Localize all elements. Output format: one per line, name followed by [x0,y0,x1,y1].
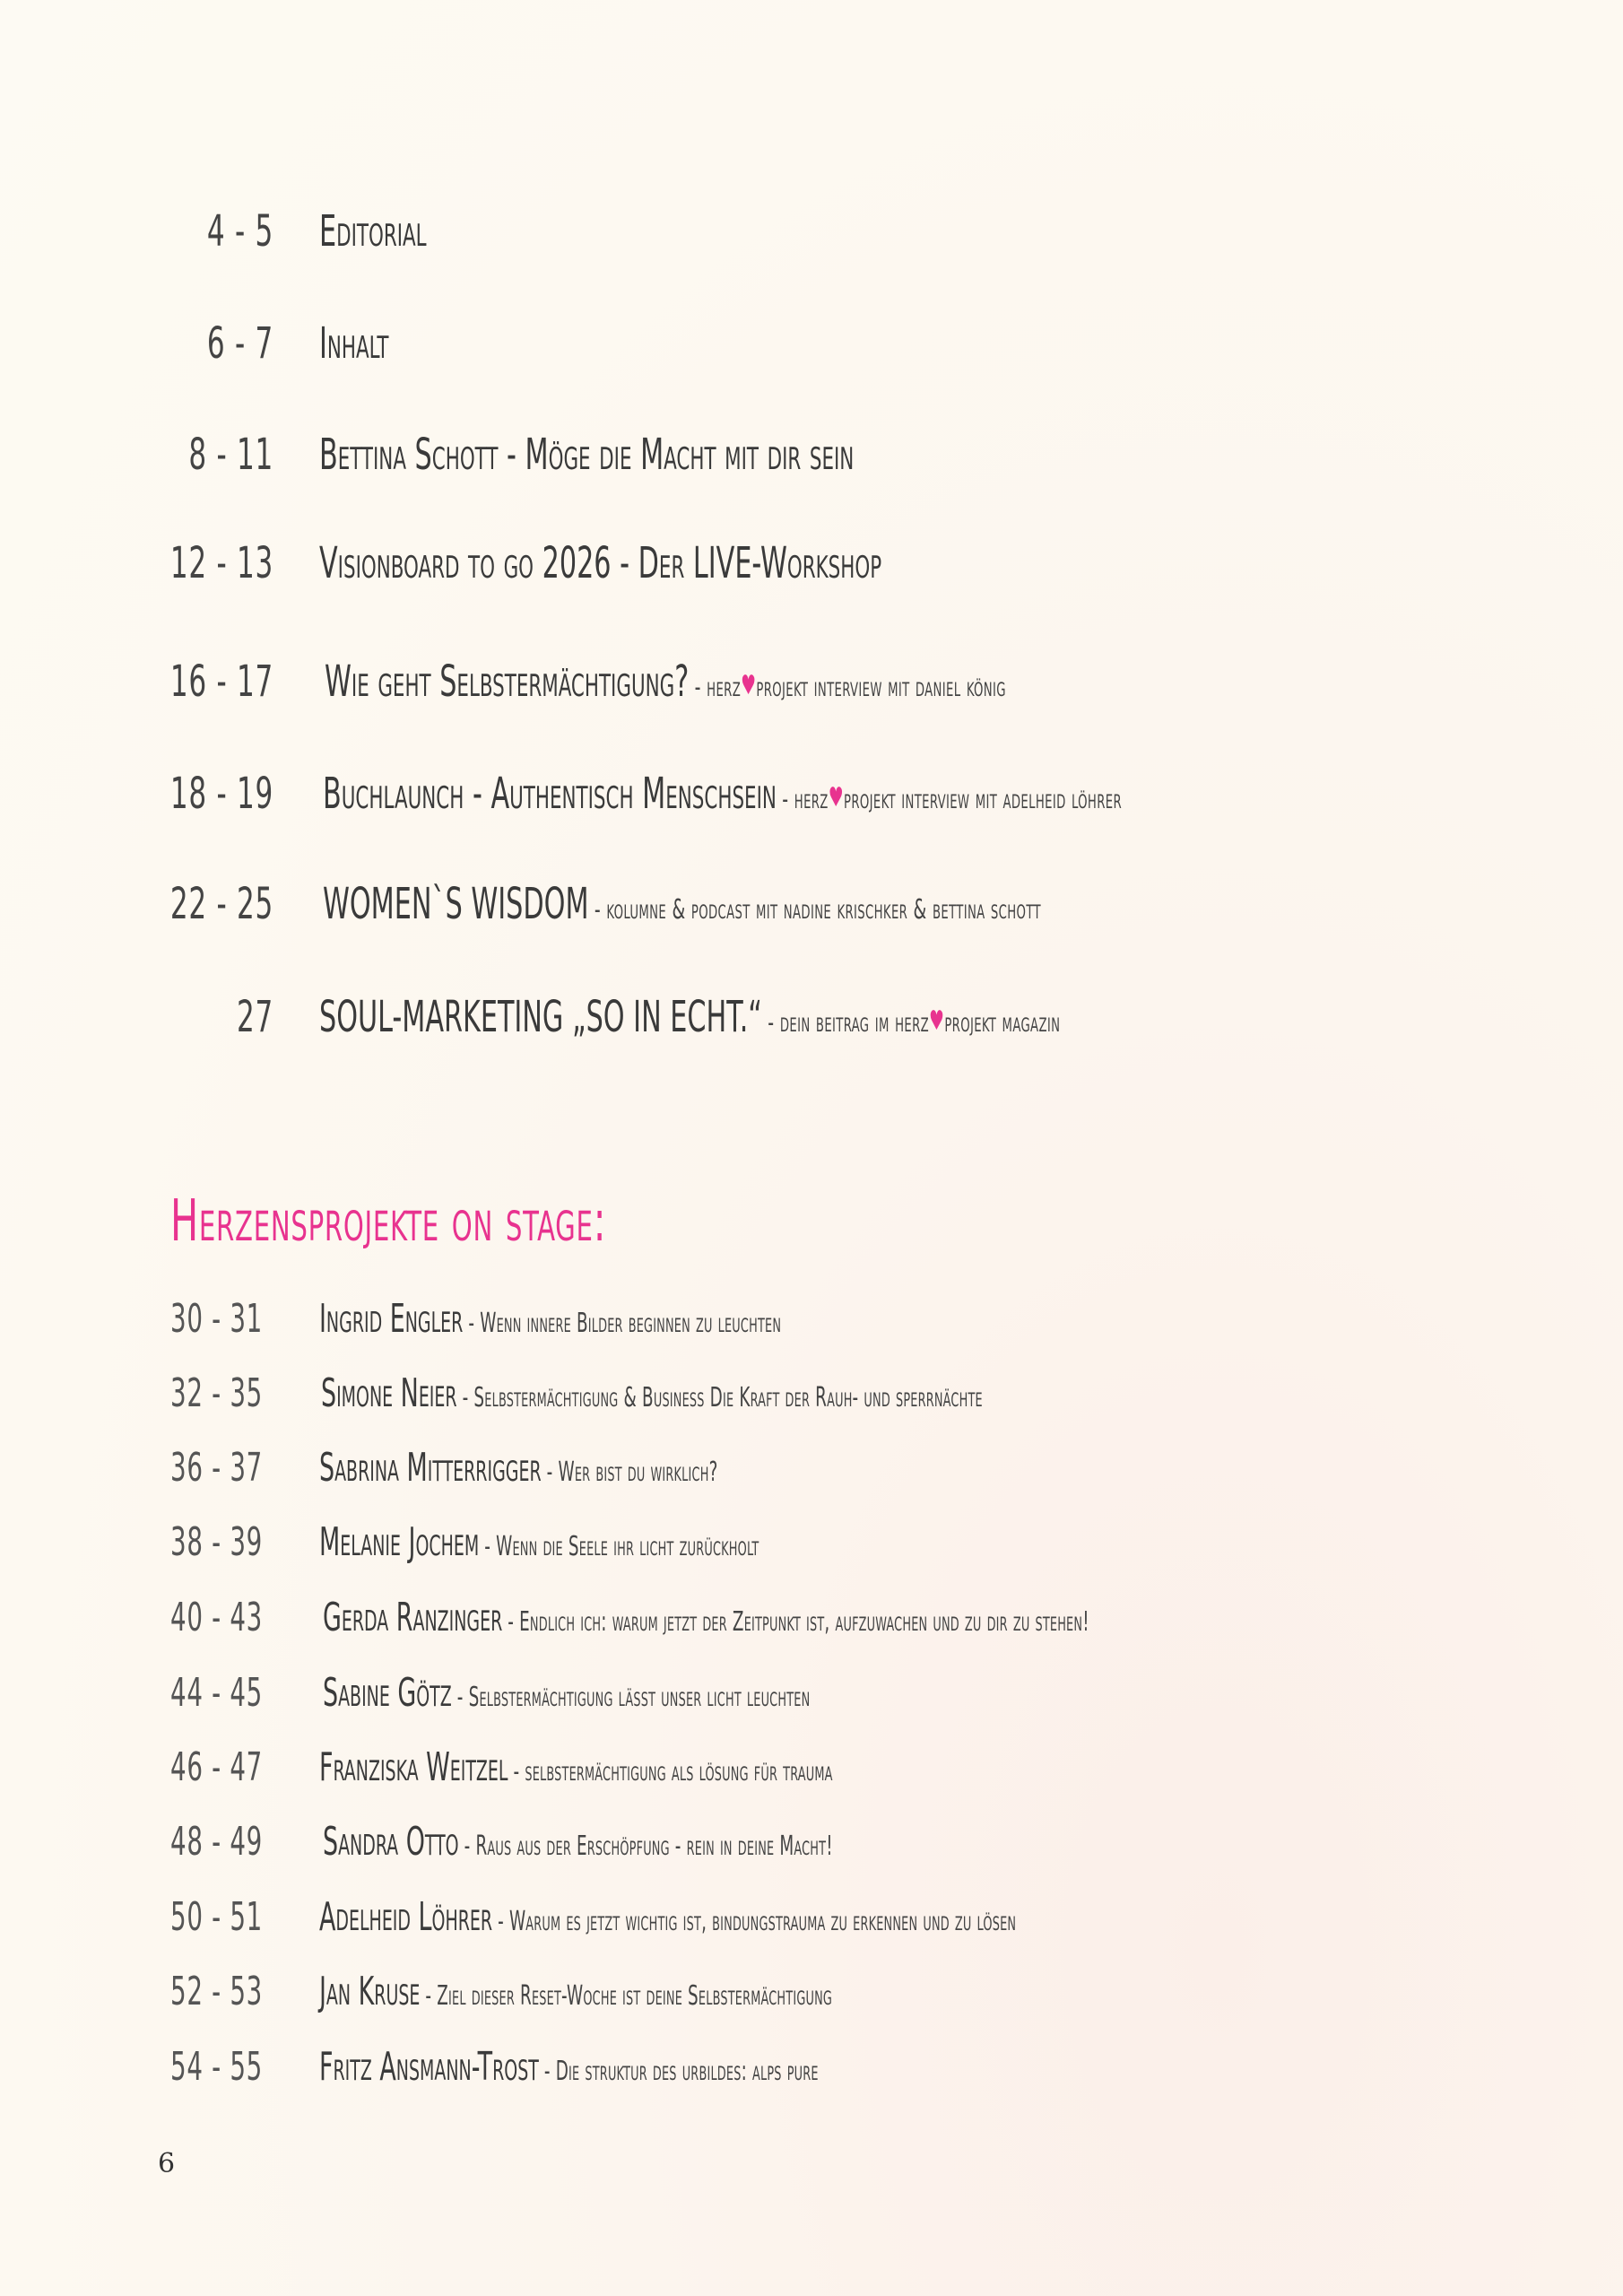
toc-entry [0,196,1623,267]
stage-page-range: 38 - 39 [170,1518,264,1565]
toc-title-line [323,769,1122,819]
toc-page-range: 12 - 13 [169,538,273,588]
stage-entry-line [323,1819,833,1865]
stage-topic: - Ziel dieser Reset-Woche ist deine Selbstermächtigung [420,1979,833,2012]
list-item [0,1363,1623,1422]
stage-page-range: 50 - 51 [170,1893,264,1940]
toc-title-line [325,657,1006,707]
stage-topic: - Raus aus der Erschöpfung - rein in deine Macht! [458,1830,833,1862]
toc-subtitle: - herz♥projekt interview mit adelheid löhrer [776,782,1123,815]
stage-topic: - Wer bist du wirklich? [541,1456,718,1488]
stage-author: Fritz Ansmann-Trost [319,2043,539,2090]
toc-subtitle: - dein beitrag im herz♥projekt magazin [761,1005,1061,1039]
toc-page-range: 8 - 11 [188,430,273,480]
stage-author: Gerda Ranzinger [323,1594,503,1640]
stage-author: Simone Neier [321,1370,457,1416]
toc-title: Buchlaunch - Authentisch Menschsein [323,769,777,819]
list-item [0,1663,1623,1722]
stage-entry-line [319,1445,718,1491]
section-heading: Herzensprojekte on stage: [170,1188,607,1255]
stage-topic: - Wenn innere Bilder beginnen zu leuchten [463,1307,782,1339]
toc-page-range: 6 - 7 [206,318,273,369]
toc-page-range: 4 - 5 [206,206,273,257]
stage-page-range: 40 - 43 [170,1594,264,1640]
stage-author: Jan Kruse [319,1968,421,2014]
stage-entry-line [319,1519,759,1565]
toc-title: Bettina Schott - Möge die Macht mit dir sein [319,430,855,480]
page-number: 6 [158,2148,176,2179]
stage-author: Melanie Jochem [319,1518,480,1565]
stage-page-range: 52 - 53 [170,1968,264,2014]
list-item [0,1812,1623,1871]
toc-title: Editorial [319,206,427,257]
stage-topic: - Endlich ich: warum jetzt der Zeitpunkt ist, aufzuwachen und zu dir zu stehen! [502,1605,1089,1638]
list-item [0,1887,1623,1946]
stage-author: Sabrina Mitterrigger [319,1444,542,1491]
toc-entry [0,527,1623,599]
toc-page-range: 22 - 25 [169,879,273,929]
toc-title-line [323,879,1041,929]
toc-page-range: 27 [237,992,273,1042]
stage-author: Franziska Weitzel [319,1744,508,1790]
stage-entry-line [319,1969,832,2014]
stage-topic: - Selbstermächtigung lässt unser licht leuchten [451,1681,811,1713]
list-item [0,1289,1623,1348]
toc-page-range: 16 - 17 [169,657,273,707]
toc-entry [0,758,1623,830]
heart-icon: ♥ [741,670,757,701]
toc-title: Inhalt [319,318,389,369]
stage-author: Sabine Götz [323,1669,452,1716]
list-item [0,1961,1623,2021]
toc-subtitle: - herz♥projekt interview mit daniel könig [689,670,1006,703]
stage-entry-line [319,1744,833,1790]
stage-topic: - Selbstermächtigung & Business Die Kraft der Rauh- und sperrnächte [456,1381,983,1413]
heart-icon: ♥ [828,782,845,813]
toc-title: Wie geht Selbstermächtigung? [325,657,690,707]
stage-topic: - Wenn die Seele ihr licht zurückholt [479,1530,759,1562]
toc-title: SOUL-MARKETING „SO IN ECHT.“ [319,992,762,1042]
toc-title-line [319,992,1060,1042]
heart-icon: ♥ [929,1005,945,1037]
list-item [0,2037,1623,2096]
stage-page-range: 46 - 47 [170,1744,264,1790]
toc-entry [0,868,1623,940]
stage-entry-line [323,1670,810,1716]
stage-page-range: 48 - 49 [170,1818,264,1865]
toc-title: Visionboard to go 2026 - Der LIVE-Workshop [319,538,882,588]
list-item [0,1587,1623,1647]
list-item [0,1438,1623,1497]
stage-author: Adelheid Löhrer [319,1893,493,1940]
stage-author: Sandra Otto [323,1818,459,1865]
stage-topic: - selbstermächtigung als lösung für trauma [508,1755,833,1787]
stage-entry-line [321,1370,983,1416]
list-item [0,1737,1623,1796]
stage-topic: - Warum es jetzt wichtig ist, bindungstrauma zu erkennen und zu lösen [492,1905,1017,1937]
stage-entry-line [319,2044,819,2090]
toc-entry [0,419,1623,491]
stage-page-range: 32 - 35 [170,1370,264,1416]
stage-entry-line [319,1296,781,1342]
stage-entry-line [319,1894,1016,1940]
toc-entry [0,646,1623,718]
stage-page-range: 36 - 37 [170,1444,264,1491]
toc-entry [0,981,1623,1053]
toc-subtitle: - kolumne & podcast mit nadine krischker & bettina schott [588,894,1041,926]
list-item [0,1512,1623,1571]
stage-author: Ingrid Engler [319,1295,464,1342]
stage-page-range: 44 - 45 [170,1669,264,1716]
stage-page-range: 30 - 31 [170,1295,264,1342]
toc-page-range: 18 - 19 [169,769,273,819]
toc-title: WOMEN`S WISDOM [323,879,589,929]
stage-page-range: 54 - 55 [170,2043,264,2090]
stage-entry-line [323,1595,1089,1640]
toc-entry [0,308,1623,379]
stage-topic: - Die struktur des urbildes: alps pure [538,2055,819,2087]
